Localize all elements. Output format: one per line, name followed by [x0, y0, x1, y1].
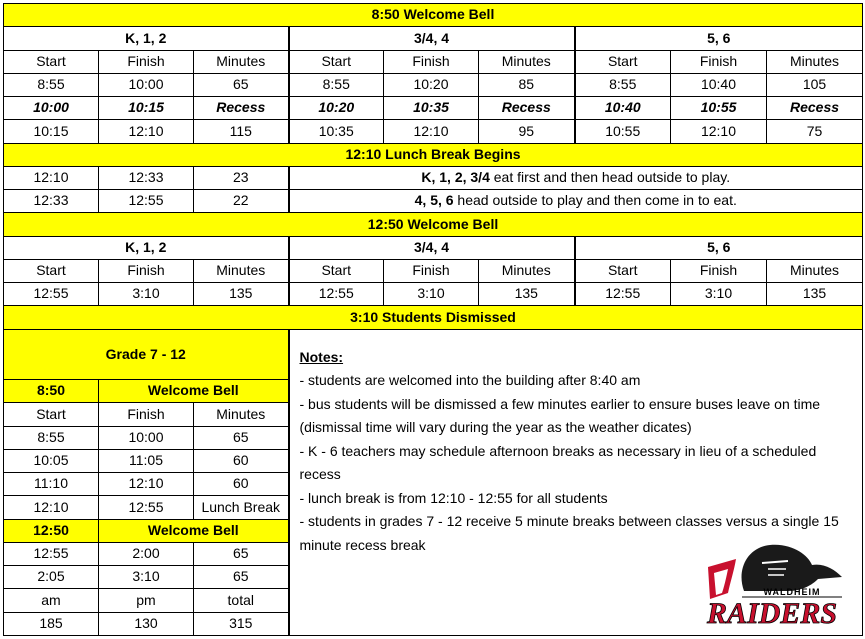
minutes-cell: 60: [194, 473, 289, 496]
finish-cell: 12:33: [99, 166, 194, 189]
finish-cell: 3:10: [99, 283, 194, 306]
finish-cell: 12:55: [99, 190, 194, 213]
lunch-header: 12:10 Lunch Break Begins: [4, 143, 863, 166]
start-cell: 12:55: [4, 283, 99, 306]
morning-bell-header: 8:50 Welcome Bell: [4, 4, 863, 27]
finish-cell: 12:55: [99, 496, 194, 519]
lunch-groups: 4, 5, 6: [414, 192, 454, 209]
note-line: - students in grades 7 - 12 receive 5 minute breaks between classes versus a single 15 minute recess break: [299, 513, 839, 553]
morning-block1-row: [4, 73, 863, 96]
minutes-cell: 60: [194, 449, 289, 472]
recess-finish-cell: 10:35: [384, 97, 479, 120]
finish-cell: 10:00: [99, 73, 194, 96]
recess-finish-cell: 10:55: [671, 97, 767, 120]
finish-cell: 10:40: [671, 73, 767, 96]
recess-start-cell: 10:00: [4, 97, 99, 120]
start-cell: 12:55: [575, 283, 671, 306]
finish-cell: 3:10: [384, 283, 479, 306]
start-label: Start: [289, 50, 384, 73]
start-cell: 8:55: [4, 73, 99, 96]
minutes-label: Minutes: [479, 50, 575, 73]
total-label: total: [194, 589, 289, 612]
minutes-label: Minutes: [479, 259, 575, 282]
start-cell: 12:10: [4, 166, 99, 189]
lunch-text: eat first and then head outside to play.: [489, 169, 731, 186]
finish-cell: 11:05: [99, 449, 194, 472]
bell2-label: Welcome Bell: [99, 519, 289, 542]
afternoon-row: [4, 283, 863, 306]
bell1-label: Welcome Bell: [99, 380, 289, 403]
pm-label: pm: [99, 589, 194, 612]
notes-panel: [289, 329, 863, 636]
lunch-text: head outside to play and then come in to eat.: [453, 192, 737, 209]
finish-cell: 3:10: [671, 283, 767, 306]
note-line: - bus students will be dismissed a few minutes earlier to ensure buses leave on time (dismissal time will vary during the year as the weather dicates): [299, 395, 821, 435]
start-cell: 12:55: [289, 283, 384, 306]
lunch-description: [289, 166, 863, 189]
upper-grades-title: Grade 7 - 12: [4, 329, 289, 380]
start-cell: 10:35: [289, 120, 384, 143]
minutes-label: Minutes: [767, 50, 863, 73]
finish-cell: 10:00: [99, 426, 194, 449]
minutes-cell: Lunch Break: [194, 496, 289, 519]
group-header-56: 5, 6: [575, 27, 863, 50]
lunch-row: [4, 190, 863, 213]
bell-schedule-table: [3, 3, 863, 636]
grand-total: 315: [194, 612, 289, 635]
minutes-cell: 135: [767, 283, 863, 306]
finish-cell: 12:10: [671, 120, 767, 143]
morning-block2-row: [4, 120, 863, 143]
minutes-cell: 105: [767, 73, 863, 96]
afternoon-bell-header: 12:50 Welcome Bell: [4, 213, 863, 236]
start-label: Start: [4, 259, 99, 282]
start-label: Start: [4, 403, 99, 426]
start-cell: 2:05: [4, 566, 99, 589]
minutes-cell: 65: [194, 566, 289, 589]
start-cell: 8:55: [289, 73, 384, 96]
start-label: Start: [575, 259, 671, 282]
minutes-cell: 65: [194, 542, 289, 565]
recess-label: Recess: [767, 97, 863, 120]
minutes-cell: 23: [194, 166, 289, 189]
start-cell: 8:55: [4, 426, 99, 449]
pm-total: 130: [99, 612, 194, 635]
minutes-cell: 75: [767, 120, 863, 143]
minutes-label: Minutes: [194, 50, 289, 73]
group-header-34: 3/4, 4: [289, 236, 575, 259]
recess-label: Recess: [479, 97, 575, 120]
start-cell: 10:55: [575, 120, 671, 143]
start-cell: 10:15: [4, 120, 99, 143]
minutes-label: Minutes: [767, 259, 863, 282]
group-header-56: 5, 6: [575, 236, 863, 259]
recess-finish-cell: 10:15: [99, 97, 194, 120]
finish-cell: 12:10: [384, 120, 479, 143]
recess-label: Recess: [194, 97, 289, 120]
start-label: Start: [289, 259, 384, 282]
minutes-cell: 65: [194, 426, 289, 449]
am-total: 185: [4, 612, 99, 635]
start-label: Start: [4, 50, 99, 73]
start-cell: 11:10: [4, 473, 99, 496]
note-line: - lunch break is from 12:10 - 12:55 for all students: [299, 489, 608, 506]
note-line: - K - 6 teachers may schedule afternoon breaks as necessary in lieu of a scheduled recess: [299, 442, 817, 482]
column-labels-row: [4, 259, 863, 282]
finish-label: Finish: [384, 50, 479, 73]
recess-row: [4, 97, 863, 120]
bell2-time: 12:50: [4, 519, 99, 542]
minutes-label: Minutes: [194, 259, 289, 282]
finish-cell: 3:10: [99, 566, 194, 589]
start-label: Start: [575, 50, 671, 73]
finish-cell: 12:10: [99, 120, 194, 143]
dismissed-header: 3:10 Students Dismissed: [4, 306, 863, 329]
lunch-description: [289, 190, 863, 213]
minutes-cell: 135: [479, 283, 575, 306]
minutes-cell: 22: [194, 190, 289, 213]
minutes-cell: 65: [194, 73, 289, 96]
minutes-cell: 135: [194, 283, 289, 306]
raiders-logo: [684, 541, 844, 627]
finish-label: Finish: [99, 50, 194, 73]
finish-label: Finish: [384, 259, 479, 282]
recess-start-cell: 10:40: [575, 97, 671, 120]
start-cell: 12:33: [4, 190, 99, 213]
finish-label: Finish: [99, 403, 194, 426]
start-cell: 12:10: [4, 496, 99, 519]
finish-label: Finish: [671, 259, 767, 282]
finish-cell: 10:20: [384, 73, 479, 96]
am-label: am: [4, 589, 99, 612]
start-cell: 12:55: [4, 542, 99, 565]
group-header-k12: K, 1, 2: [4, 27, 289, 50]
minutes-cell: 95: [479, 120, 575, 143]
start-cell: 8:55: [575, 73, 671, 96]
finish-cell: 12:10: [99, 473, 194, 496]
minutes-cell: 85: [479, 73, 575, 96]
finish-label: Finish: [671, 50, 767, 73]
recess-start-cell: 10:20: [289, 97, 384, 120]
logo-small-text: WALDHEIM: [763, 587, 821, 597]
notes-title: Notes:: [299, 348, 344, 365]
bell1-time: 8:50: [4, 380, 99, 403]
finish-cell: 2:00: [99, 542, 194, 565]
minutes-label: Minutes: [194, 403, 289, 426]
lunch-row: [4, 166, 863, 189]
group-header-k12: K, 1, 2: [4, 236, 289, 259]
column-labels-row: [4, 50, 863, 73]
lunch-groups: K, 1, 2, 3/4: [421, 169, 490, 186]
note-line: - students are welcomed into the building after 8:40 am: [299, 372, 641, 388]
finish-label: Finish: [99, 259, 194, 282]
group-header-34: 3/4, 4: [289, 27, 575, 50]
minutes-cell: 115: [194, 120, 289, 143]
logo-big-text: RAIDERS: [706, 597, 838, 627]
start-cell: 10:05: [4, 449, 99, 472]
